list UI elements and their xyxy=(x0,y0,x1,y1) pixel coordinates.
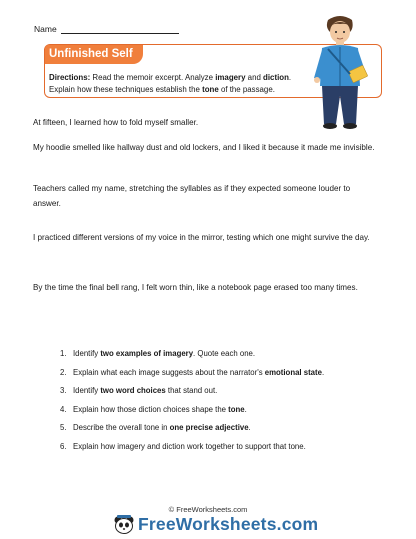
directions-part: and xyxy=(245,73,264,82)
question-item xyxy=(60,386,324,405)
passage-paragraph: I practiced different versions of my voice in the mirror, testing which one might survive the day. xyxy=(33,233,370,242)
directions-part: Explain how these techniques establish the xyxy=(49,85,203,94)
question-text: Describe the overall tone in one precise adjective. xyxy=(73,423,251,432)
directions-keyword-tone: tone xyxy=(202,85,219,94)
name-label: Name xyxy=(34,24,57,34)
question-text: Identify two word choices that stand out. xyxy=(73,386,218,395)
question-text: Explain how imagery and diction work together to support that tone. xyxy=(73,441,306,451)
question-item xyxy=(60,405,324,424)
passage-paragraph: At fifteen, I learned how to fold myself smaller. xyxy=(33,118,199,127)
question-list xyxy=(60,349,324,460)
directions-label: Directions: xyxy=(49,73,91,82)
passage-paragraph: Teachers called my name, stretching the syllables as if they expected someone louder to answer. xyxy=(33,184,351,208)
question-item xyxy=(60,368,324,387)
question-text: Explain what each image suggests about the narrator's emotional state. xyxy=(73,367,325,377)
directions-keyword-diction: diction xyxy=(263,73,289,82)
question-number: 2. xyxy=(60,367,67,377)
brand-name: FreeWorksheets.com xyxy=(138,514,319,534)
name-field[interactable] xyxy=(61,24,179,34)
directions-part: . xyxy=(288,73,292,82)
question-number: 5. xyxy=(60,423,67,432)
directions-part: of the passage. xyxy=(218,85,275,94)
question-text: Explain how those diction choices shape the tone. xyxy=(73,404,247,414)
passage-paragraph: By the time the final bell rang, I felt worn thin, like a notebook page erased too many times. xyxy=(33,283,358,292)
footer-copyright[interactable]: © FreeWorksheets.com xyxy=(168,505,248,514)
question-item xyxy=(60,423,324,442)
question-item xyxy=(60,442,324,461)
question-item xyxy=(60,349,324,368)
passage-paragraph: My hoodie smelled like hallway dust and old lockers, and I liked it because it made me invisible. xyxy=(33,143,375,152)
question-number: 4. xyxy=(60,404,67,414)
question-number: 6. xyxy=(60,441,67,451)
directions-keyword-imagery: imagery xyxy=(215,73,246,82)
worksheet-title: Unfinished Self xyxy=(45,45,143,64)
name-row xyxy=(34,24,179,34)
directions-part: Read the memoir excerpt. Analyze xyxy=(90,73,216,82)
panda-logo-icon xyxy=(113,515,135,535)
footer-brand[interactable] xyxy=(113,514,318,535)
directions-text xyxy=(49,72,349,96)
question-number: 3. xyxy=(60,386,67,395)
question-text: Identify two examples of imagery. Quote each one. xyxy=(73,349,256,358)
question-number: 1. xyxy=(60,349,67,358)
